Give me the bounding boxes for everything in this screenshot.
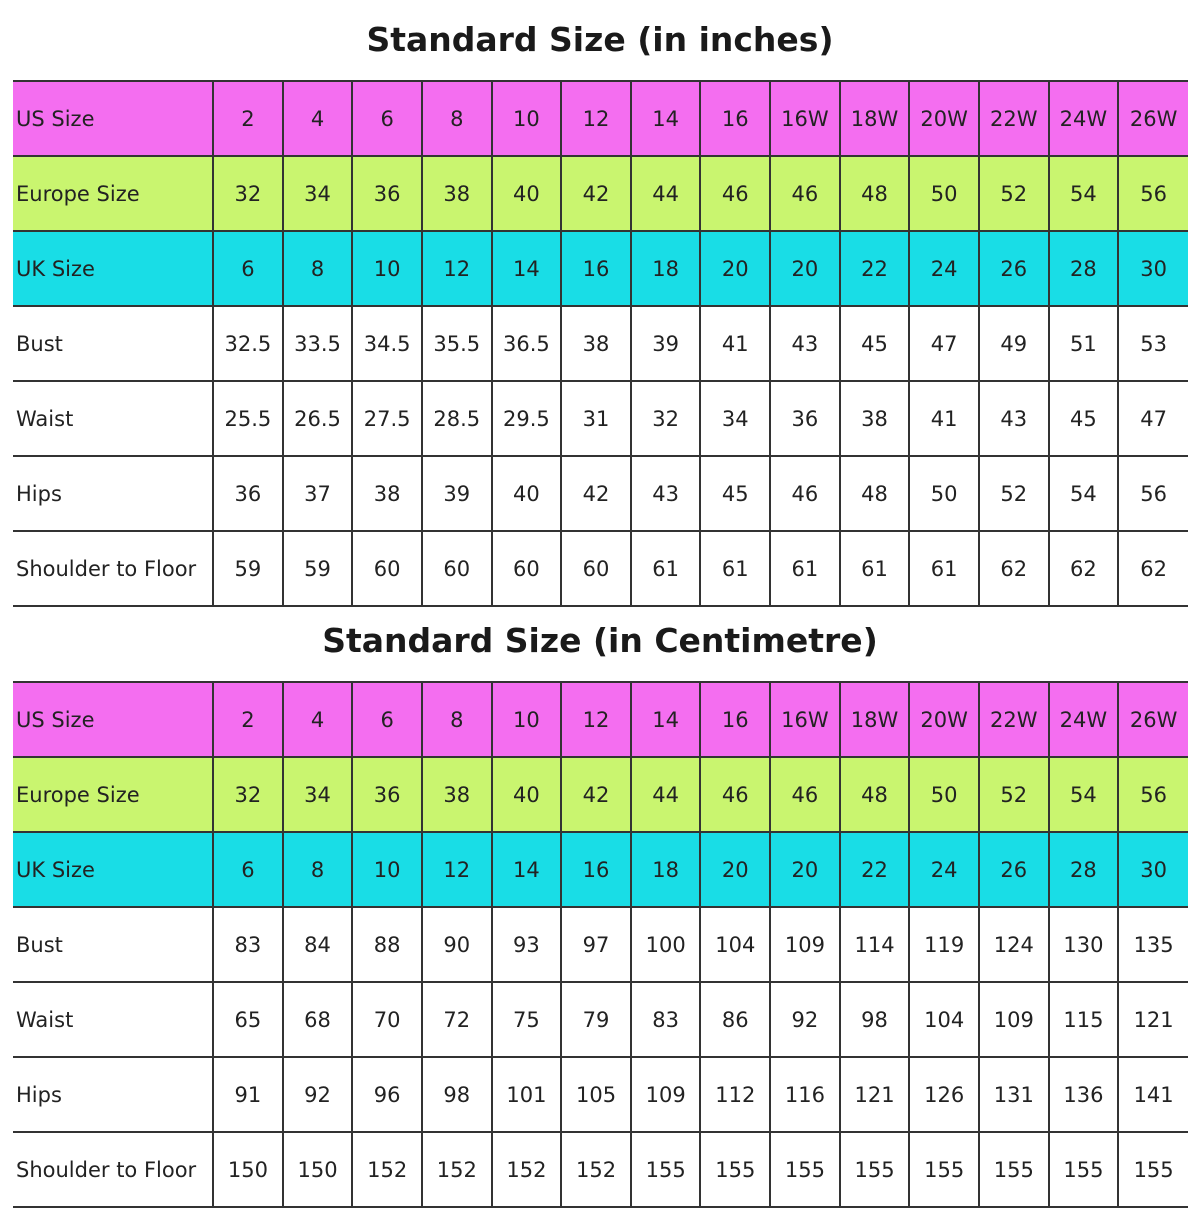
size-cell: 90: [422, 907, 492, 982]
size-cell: 38: [422, 757, 492, 832]
meas-size-row: [13, 907, 1188, 982]
size-cell: 34.5: [352, 306, 422, 381]
size-cell: 30: [1118, 231, 1188, 306]
size-cell: 41: [700, 306, 770, 381]
size-cell: 12: [422, 832, 492, 907]
size-cell: 8: [283, 231, 353, 306]
size-cell: 45: [840, 306, 910, 381]
size-cell: 26: [979, 231, 1049, 306]
size-cell: 91: [213, 1057, 283, 1132]
size-cell: 41: [909, 381, 979, 456]
size-cell: 36: [770, 381, 840, 456]
size-cell: 32: [213, 156, 283, 231]
size-cell: 47: [1118, 381, 1188, 456]
size-cell: 104: [909, 982, 979, 1057]
size-cell: 60: [352, 531, 422, 606]
size-cell: 53: [1118, 306, 1188, 381]
size-cell: 61: [909, 531, 979, 606]
size-cell: 83: [213, 907, 283, 982]
size-cell: 46: [770, 456, 840, 531]
size-cell: 34: [283, 757, 353, 832]
size-cell: 130: [1049, 907, 1119, 982]
size-cell: 36: [352, 156, 422, 231]
size-cell: 27.5: [352, 381, 422, 456]
size-cell: 37: [283, 456, 353, 531]
uk-size-row: [13, 832, 1188, 907]
size-cell: 152: [352, 1132, 422, 1207]
size-cell: 24: [909, 832, 979, 907]
size-cell: 8: [422, 81, 492, 156]
size-cell: 62: [1049, 531, 1119, 606]
size-cell: 43: [979, 381, 1049, 456]
size-cell: 50: [909, 456, 979, 531]
size-cell: 121: [840, 1057, 910, 1132]
size-cell: 45: [700, 456, 770, 531]
meas-size-row: [13, 306, 1188, 381]
us-size-row: [13, 81, 1188, 156]
size-cell: 47: [909, 306, 979, 381]
size-cell: 32: [631, 381, 701, 456]
size-cell: 150: [283, 1132, 353, 1207]
size-cell: 155: [770, 1132, 840, 1207]
size-cell: 104: [700, 907, 770, 982]
size-cell: 131: [979, 1057, 1049, 1132]
size-cell: 14: [492, 832, 562, 907]
size-cell: 34: [283, 156, 353, 231]
meas-size-row: [13, 381, 1188, 456]
size-cell: 10: [492, 81, 562, 156]
europe-size-row: [13, 156, 1188, 231]
size-cell: 2: [213, 81, 283, 156]
size-cell: 97: [561, 907, 631, 982]
size-cell: 16W: [770, 682, 840, 757]
size-cell: 22: [840, 832, 910, 907]
size-cell: 12: [561, 81, 631, 156]
size-cell: 39: [631, 306, 701, 381]
size-cell: 20: [700, 231, 770, 306]
size-cell: 22W: [979, 81, 1049, 156]
size-cell: 92: [283, 1057, 353, 1132]
size-cell: 124: [979, 907, 1049, 982]
size-cell: 25.5: [213, 381, 283, 456]
europe-size-row: [13, 757, 1188, 832]
size-cell: 6: [352, 81, 422, 156]
meas-size-row: [13, 982, 1188, 1057]
size-cell: 72: [422, 982, 492, 1057]
size-cell: 84: [283, 907, 353, 982]
size-cell: 61: [840, 531, 910, 606]
size-cell: 59: [213, 531, 283, 606]
size-cell: 75: [492, 982, 562, 1057]
row-label: Hips: [13, 456, 213, 531]
size-cell: 121: [1118, 982, 1188, 1057]
size-cell: 46: [700, 156, 770, 231]
size-cell: 39: [422, 456, 492, 531]
size-cell: 43: [770, 306, 840, 381]
size-cell: 92: [770, 982, 840, 1057]
size-cell: 150: [213, 1132, 283, 1207]
size-cell: 42: [561, 456, 631, 531]
size-cell: 26.5: [283, 381, 353, 456]
size-cell: 24W: [1049, 682, 1119, 757]
size-cell: 56: [1118, 757, 1188, 832]
size-cell: 52: [979, 456, 1049, 531]
meas-size-row: [13, 456, 1188, 531]
size-cell: 28: [1049, 832, 1119, 907]
size-cell: 152: [422, 1132, 492, 1207]
size-cell: 4: [283, 682, 353, 757]
size-cell: 10: [352, 231, 422, 306]
size-cell: 22W: [979, 682, 1049, 757]
size-cell: 40: [492, 456, 562, 531]
size-cell: 83: [631, 982, 701, 1057]
size-cell: 44: [631, 156, 701, 231]
size-cell: 6: [352, 682, 422, 757]
size-cell: 18W: [840, 682, 910, 757]
row-label: Europe Size: [13, 156, 213, 231]
size-cell: 6: [213, 231, 283, 306]
size-cell: 135: [1118, 907, 1188, 982]
size-cell: 115: [1049, 982, 1119, 1057]
size-cell: 155: [909, 1132, 979, 1207]
size-cell: 112: [700, 1057, 770, 1132]
size-cell: 49: [979, 306, 1049, 381]
size-cell: 54: [1049, 156, 1119, 231]
size-cell: 30: [1118, 832, 1188, 907]
row-label: US Size: [13, 682, 213, 757]
size-cell: 38: [352, 456, 422, 531]
size-cell: 38: [561, 306, 631, 381]
row-label: Waist: [13, 982, 213, 1057]
row-label: Europe Size: [13, 757, 213, 832]
size-cell: 51: [1049, 306, 1119, 381]
size-cell: 155: [1049, 1132, 1119, 1207]
meas-size-row: [13, 1057, 1188, 1132]
size-cell: 20: [700, 832, 770, 907]
size-cell: 16W: [770, 81, 840, 156]
size-cell: 61: [631, 531, 701, 606]
size-cell: 40: [492, 156, 562, 231]
size-cell: 100: [631, 907, 701, 982]
size-cell: 155: [979, 1132, 1049, 1207]
size-cell: 35.5: [422, 306, 492, 381]
size-cell: 18: [631, 231, 701, 306]
size-cell: 34: [700, 381, 770, 456]
row-label: Bust: [13, 306, 213, 381]
size-cell: 26: [979, 832, 1049, 907]
size-cell: 22: [840, 231, 910, 306]
size-cell: 36: [213, 456, 283, 531]
size-cell: 119: [909, 907, 979, 982]
size-cell: 48: [840, 757, 910, 832]
size-cell: 16: [700, 682, 770, 757]
size-cell: 114: [840, 907, 910, 982]
row-label: Hips: [13, 1057, 213, 1132]
size-cell: 152: [492, 1132, 562, 1207]
size-cell: 14: [492, 231, 562, 306]
size-cell: 38: [840, 381, 910, 456]
size-cell: 61: [770, 531, 840, 606]
size-cell: 155: [700, 1132, 770, 1207]
size-cell: 46: [700, 757, 770, 832]
size-cell: 16: [561, 231, 631, 306]
size-cell: 28: [1049, 231, 1119, 306]
size-cell: 62: [979, 531, 1049, 606]
meas-size-row: [13, 531, 1188, 606]
size-cell: 56: [1118, 156, 1188, 231]
size-cell: 10: [492, 682, 562, 757]
size-cell: 42: [561, 156, 631, 231]
size-cell: 155: [631, 1132, 701, 1207]
size-cell: 31: [561, 381, 631, 456]
size-cell: 116: [770, 1057, 840, 1132]
meas-size-row: [13, 1132, 1188, 1207]
size-cell: 24W: [1049, 81, 1119, 156]
size-cell: 20W: [909, 682, 979, 757]
row-label: Bust: [13, 907, 213, 982]
size-cell: 54: [1049, 757, 1119, 832]
size-cell: 46: [770, 757, 840, 832]
size-cell: 52: [979, 156, 1049, 231]
size-cell: 45: [1049, 381, 1119, 456]
size-cell: 26W: [1118, 81, 1188, 156]
size-cell: 24: [909, 231, 979, 306]
size-cell: 152: [561, 1132, 631, 1207]
size-cell: 43: [631, 456, 701, 531]
row-label: Waist: [13, 381, 213, 456]
size-cell: 10: [352, 832, 422, 907]
size-cell: 136: [1049, 1057, 1119, 1132]
size-cell: 20: [770, 231, 840, 306]
size-cell: 12: [422, 231, 492, 306]
size-cell: 44: [631, 757, 701, 832]
size-cell: 40: [492, 757, 562, 832]
size-cell: 141: [1118, 1057, 1188, 1132]
inches-table-title: Standard Size (in inches): [366, 20, 834, 59]
size-cell: 88: [352, 907, 422, 982]
size-cell: 29.5: [492, 381, 562, 456]
row-label: Shoulder to Floor: [13, 1132, 213, 1207]
size-cell: 28.5: [422, 381, 492, 456]
size-cell: 61: [700, 531, 770, 606]
size-cell: 8: [283, 832, 353, 907]
size-cell: 42: [561, 757, 631, 832]
size-cell: 126: [909, 1057, 979, 1132]
size-cell: 60: [422, 531, 492, 606]
size-cell: 48: [840, 156, 910, 231]
size-cell: 14: [631, 81, 701, 156]
size-cell: 93: [492, 907, 562, 982]
size-cell: 32.5: [213, 306, 283, 381]
size-cell: 59: [283, 531, 353, 606]
size-cell: 109: [631, 1057, 701, 1132]
size-cell: 50: [909, 757, 979, 832]
size-cell: 54: [1049, 456, 1119, 531]
size-cell: 155: [840, 1132, 910, 1207]
size-cell: 86: [700, 982, 770, 1057]
size-cell: 56: [1118, 456, 1188, 531]
size-cell: 18W: [840, 81, 910, 156]
size-cell: 14: [631, 682, 701, 757]
row-label: UK Size: [13, 832, 213, 907]
size-cell: 109: [770, 907, 840, 982]
size-table-inches: [13, 80, 1188, 607]
size-cell: 98: [840, 982, 910, 1057]
size-cell: 96: [352, 1057, 422, 1132]
size-cell: 48: [840, 456, 910, 531]
size-cell: 12: [561, 682, 631, 757]
size-cell: 16: [561, 832, 631, 907]
size-cell: 8: [422, 682, 492, 757]
size-cell: 4: [283, 81, 353, 156]
size-table-centimetre: [13, 681, 1188, 1208]
uk-size-row: [13, 231, 1188, 306]
size-cell: 18: [631, 832, 701, 907]
size-cell: 105: [561, 1057, 631, 1132]
row-label: US Size: [13, 81, 213, 156]
size-cell: 33.5: [283, 306, 353, 381]
size-cell: 101: [492, 1057, 562, 1132]
size-cell: 36.5: [492, 306, 562, 381]
size-cell: 109: [979, 982, 1049, 1057]
row-label: Shoulder to Floor: [13, 531, 213, 606]
size-cell: 16: [700, 81, 770, 156]
size-cell: 60: [561, 531, 631, 606]
size-cell: 68: [283, 982, 353, 1057]
size-cell: 6: [213, 832, 283, 907]
size-cell: 60: [492, 531, 562, 606]
size-cell: 52: [979, 757, 1049, 832]
size-cell: 155: [1118, 1132, 1188, 1207]
size-cell: 36: [352, 757, 422, 832]
size-cell: 65: [213, 982, 283, 1057]
us-size-row: [13, 682, 1188, 757]
size-cell: 26W: [1118, 682, 1188, 757]
row-label: UK Size: [13, 231, 213, 306]
size-cell: 62: [1118, 531, 1188, 606]
size-cell: 98: [422, 1057, 492, 1132]
size-cell: 79: [561, 982, 631, 1057]
size-cell: 32: [213, 757, 283, 832]
centimetre-table-title: Standard Size (in Centimetre): [322, 621, 878, 660]
size-cell: 20: [770, 832, 840, 907]
size-cell: 50: [909, 156, 979, 231]
size-cell: 20W: [909, 81, 979, 156]
size-cell: 38: [422, 156, 492, 231]
size-cell: 2: [213, 682, 283, 757]
size-cell: 70: [352, 982, 422, 1057]
size-cell: 46: [770, 156, 840, 231]
